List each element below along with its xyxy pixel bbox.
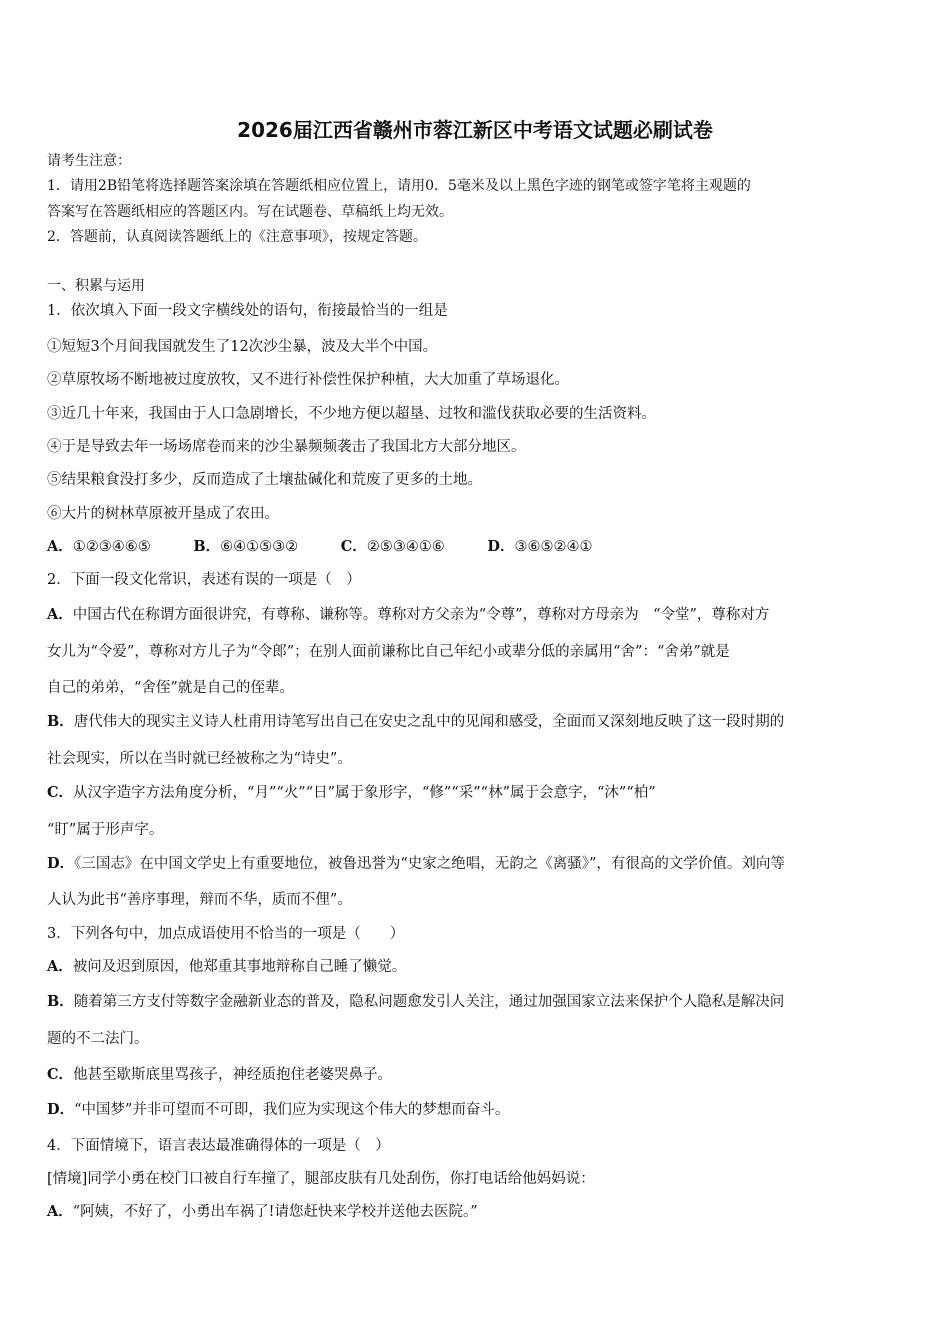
option-text: ①②③④⑥⑤ [72,539,151,555]
notice-item-1-line-1: 1．请用2B铅笔将选择题答案涂填在答题纸相应位置上，请用0．5毫米及以上黑色字迹的钢笔或签字笔将主观题的 [47,178,751,194]
question-1-option-b [193,538,298,556]
question-1-sentence-6: ⑥大片的树林草原被开垦成了农田。 [47,506,279,522]
option-label: D． [47,855,75,872]
question-1-sentence-5: ⑤结果粮食没打多少，反而造成了土壤盐碱化和荒废了更多的土地。 [47,472,482,488]
question-1-sentence-3: ③近几十年来，我国由于人口急剧增长，不少地方便以超垦、过牧和滥伐获取必要的生活资料。 [47,406,656,422]
option-label: C． [47,1066,74,1083]
question-2-option-b-line-1 [47,713,784,731]
notice-item-2: 2．答题前，认真阅读答题纸上的《注意事项》，按规定答题。 [47,229,427,245]
option-label: D． [47,1101,75,1118]
option-text: 他甚至歇斯底里骂孩子，神经质抱住老婆哭鼻子。 [73,1067,393,1083]
option-text: 从汉字造字方法角度分析，“月”“火”“日”属于象形字，“修”“采”“林”属于会意字，“沐”“柏” [73,785,656,801]
option-text: “中国梦”并非可望而不可即，我们应为实现这个伟大的梦想而奋斗。 [74,1102,510,1118]
option-label: C． [340,538,367,555]
option-text: ②⑤③④①⑥ [366,539,445,555]
section-heading: 一、积累与运用 [47,278,145,294]
question-1-sentence-1: ①短短3个月间我国就发生了12次沙尘暴，波及大半个中国。 [47,339,438,355]
question-1-option-a [47,538,151,556]
question-2-option-a-line-2: 女儿为“令爱”，尊称对方儿子为“令郎”；在别人面前谦称比自己年纪小或辈分低的亲属用“舍”：“舍弟”就是 [47,644,730,660]
question-1-option-c [341,538,445,556]
question-2-option-c-line-1 [47,784,656,802]
question-2-option-c-line-2: “盯”属于形声字。 [47,822,164,838]
question-1-sentence-2: ②草原牧场不断地被过度放牧，又不进行补偿性保护种植，大大加重了草场退化。 [47,372,569,388]
option-text: “阿姨，不好了，小勇出车祸了!请您赶快来学校并送他去医院。” [72,1204,478,1220]
question-1-options [47,538,630,556]
option-label: C． [47,784,74,801]
option-label: A． [47,538,73,555]
option-text: 《三国志》在中国文学史上有重要地位，被鲁迅誉为“史家之绝唱，无韵之《离骚》”，有很高的文学价值。刘向等 [74,856,785,872]
option-label: A． [47,958,73,975]
question-1-option-d [487,538,592,556]
question-2-option-d-line-1 [47,855,785,873]
option-label: B． [193,538,221,555]
option-label: D． [487,538,515,555]
question-3-option-d [47,1101,509,1119]
question-2-option-a-line-1 [47,606,769,624]
question-3-option-b-line-1 [47,993,784,1011]
question-3-stem: 3．下列各句中，加点成语使用不恰当的一项是（ ） [47,926,405,942]
question-3-option-a [47,958,406,976]
question-1-sentence-4: ④于是导致去年一场场席卷而来的沙尘暴频频袭击了我国北方大部分地区。 [47,439,526,455]
question-1-stem: 1．依次填入下面一段文字横线处的语句，衔接最恰当的一组是 [47,303,448,319]
option-label: B． [47,993,74,1010]
option-text: 唐代伟大的现实主义诗人杜甫用诗笔写出自己在安史之乱中的见闻和感受，全面而又深刻地反映了这一段时期的 [73,714,785,730]
option-label: A． [47,606,73,623]
page-title: 2026届江西省赣州市蓉江新区中考语文试题必刷试卷 [237,118,713,142]
option-label: A． [47,1203,73,1220]
question-4-context: [情境]同学小勇在校门口被自行车撞了，腿部皮肤有几处刮伤，你打电话给他妈妈说： [47,1171,595,1187]
option-text: ⑥④①⑤③② [220,539,299,555]
notice-item-1-line-2: 答案写在答题纸相应的答题区内。写在试题卷、草稿纸上均无效。 [47,204,453,220]
option-text: 中国古代在称谓方面很讲究，有尊称、谦称等。尊称对方父亲为“令尊”，尊称对方母亲为 “令堂”，尊称对方 [72,607,770,623]
option-label: B． [47,713,74,730]
notice-heading: 请考生注意： [47,153,131,169]
option-text: ③⑥⑤②④① [514,539,593,555]
question-2-option-a-line-3: 自己的弟弟，“舍侄”就是自己的侄辈。 [47,680,294,696]
option-text: 被问及迟到原因，他郑重其事地辩称自己睡了懒觉。 [72,959,407,975]
question-4-option-a [47,1203,478,1221]
question-3-option-c [47,1066,392,1084]
question-3-option-b-line-2: 题的不二法门。 [47,1031,149,1047]
question-2-option-d-line-2: 人认为此书“善序事理，辩而不华，质而不俚”。 [47,892,352,908]
question-2-option-b-line-2: 社会现实，所以在当时就已经被称之为“诗史”。 [47,751,352,767]
question-2-stem: 2．下面一段文化常识，表述有误的一项是（ ） [47,572,361,588]
question-4-stem: 4．下面情境下，语言表达最准确得体的一项是（ ） [47,1138,390,1154]
option-text: 随着第三方支付等数字金融新业态的普及，隐私问题愈发引人关注，通过加强国家立法来保护个人隐私是解决问 [73,994,785,1010]
